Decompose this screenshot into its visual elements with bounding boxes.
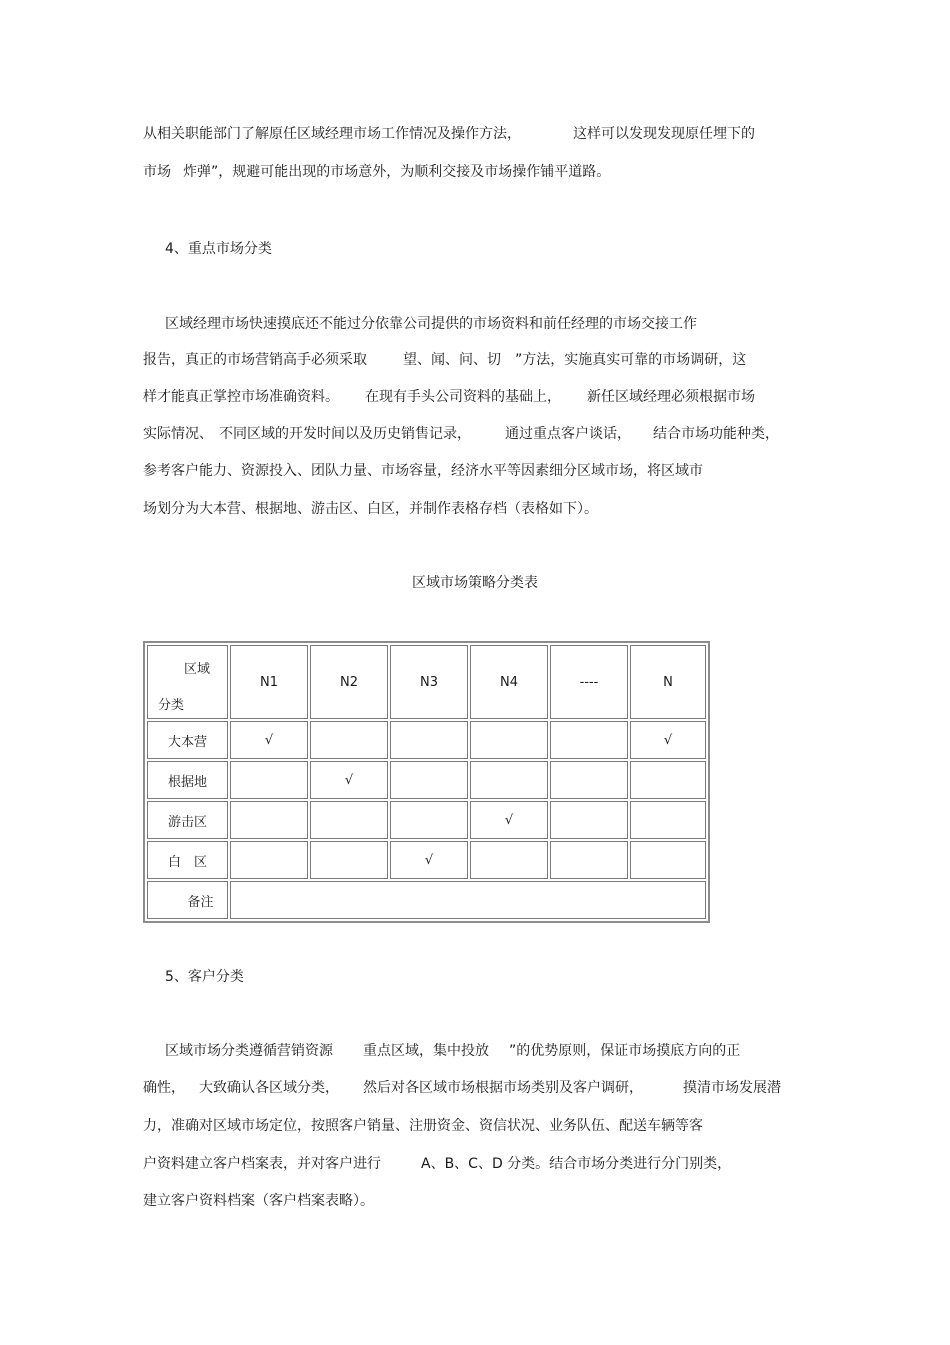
corner-top-label: 区域: [184, 662, 211, 677]
table-cell: [390, 721, 468, 759]
paragraph-2-line-4: [143, 424, 779, 444]
text-segment: 市场: [143, 164, 171, 180]
table-cell: [230, 761, 308, 799]
text-segment: ”的优势原则，保证市场摸底方向的正: [509, 1043, 741, 1059]
table-row: [147, 841, 706, 879]
text-segment: 实际情况、: [143, 426, 213, 442]
paragraph-1-line-1: [143, 124, 755, 144]
table-cell: [470, 841, 548, 879]
text-segment: 炸弹: [183, 164, 211, 180]
text-segment: 确性，: [143, 1080, 185, 1096]
text-segment: ”方法，实施真实可靠的市场调研，这: [515, 352, 747, 368]
text-segment: ”，规避可能出现的市场意外，为顺利交接及市场操作铺平道路。: [211, 164, 611, 180]
text-segment: 摸清市场发展潜: [683, 1080, 781, 1096]
table-cell: [230, 841, 308, 879]
table-cell: √: [390, 841, 468, 879]
section-heading-4: 4、重点市场分类: [165, 241, 272, 257]
market-classification-table: [143, 641, 710, 923]
table-cell: [470, 761, 548, 799]
text-segment: A、B、C、D 分类。结合市场分类进行分门别类，: [421, 1156, 732, 1172]
text-segment: 这样可以发现发现原任埋下的: [573, 126, 755, 142]
text-segment: 区域市场分类遵循营销资源: [165, 1043, 333, 1059]
table-cell: [310, 721, 388, 759]
table-row: [147, 761, 706, 799]
text-segment: 然后对各区域市场根据市场类别及客户调研，: [363, 1080, 643, 1096]
text-segment: 重点区域，集中投放: [363, 1043, 489, 1059]
remark-cell: [230, 881, 706, 919]
table-row: [147, 801, 706, 839]
row-label: 白 区: [147, 841, 228, 879]
paragraph-3-line-5: 建立客户资料档案（客户档案表略）。: [143, 1193, 374, 1209]
paragraph-1-line-2: [143, 162, 610, 182]
table-cell: √: [470, 801, 548, 839]
corner-bottom-label: 分类: [158, 698, 185, 713]
text-segment: 不同区域的开发时间以及历史销售记录，: [219, 426, 471, 442]
remark-label: 备注: [147, 881, 228, 919]
text-segment: 通过重点客户谈话，: [505, 426, 631, 442]
paragraph-2-line-2: [143, 350, 746, 370]
column-header: N1: [230, 645, 308, 719]
table-cell: [630, 761, 706, 799]
text-segment: 在现有手头公司资料的基础上，: [365, 389, 561, 405]
paragraph-3-line-1: [165, 1041, 740, 1061]
table-cell: [230, 801, 308, 839]
table-corner-cell: [147, 645, 228, 719]
table-caption: 区域市场策略分类表: [412, 575, 538, 591]
table-cell: [550, 841, 628, 879]
table-cell: [390, 801, 468, 839]
column-header: N: [630, 645, 706, 719]
table-cell: [470, 721, 548, 759]
paragraph-2-line-6: 场划分为大本营、根据地、游击区、白区，并制作表格存档（表格如下）。: [143, 501, 598, 517]
text-segment: 报告，真正的市场营销高手必须采取: [143, 352, 367, 368]
paragraph-2-line-5: 参考客户能力、资源投入、团队力量、市场容量，经济水平等因素细分区域市场，将区域市: [143, 463, 703, 479]
table-cell: [550, 801, 628, 839]
text-segment: 望、闻、问、切: [403, 352, 501, 368]
row-label: 游击区: [147, 801, 228, 839]
column-header: N3: [390, 645, 468, 719]
table-cell: [630, 841, 706, 879]
table-header-row: [147, 645, 706, 719]
text-segment: 新任区域经理必须根据市场: [587, 389, 755, 405]
column-header: N2: [310, 645, 388, 719]
table-cell: √: [630, 721, 706, 759]
table-cell: √: [310, 761, 388, 799]
text-segment: 结合市场功能种类，: [653, 426, 779, 442]
paragraph-2-line-1: 区域经理市场快速摸底还不能过分依靠公司提供的市场资料和前任经理的市场交接工作: [165, 316, 697, 332]
table-cell: [550, 761, 628, 799]
table-cell: [550, 721, 628, 759]
paragraph-3-line-3: 力，准确对区域市场定位，按照客户销量、注册资金、资信状况、业务队伍、配送车辆等客: [143, 1118, 703, 1134]
table-cell: [310, 841, 388, 879]
table-cell: [390, 761, 468, 799]
table-cell: [630, 801, 706, 839]
table-row: [147, 721, 706, 759]
row-label: 大本营: [147, 721, 228, 759]
table-cell: √: [230, 721, 308, 759]
paragraph-3-line-2: [143, 1078, 781, 1098]
row-label: 根据地: [147, 761, 228, 799]
paragraph-3-line-4: [143, 1154, 731, 1174]
column-header: ----: [550, 645, 628, 719]
table-remark-row: [147, 881, 706, 919]
column-header: N4: [470, 645, 548, 719]
table-cell: [310, 801, 388, 839]
text-segment: 从相关职能部门了解原任区域经理市场工作情况及操作方法，: [143, 126, 521, 142]
text-segment: 大致确认各区域分类，: [199, 1080, 339, 1096]
text-segment: 样才能真正掌控市场准确资料。: [143, 389, 339, 405]
section-heading-5: 5、客户分类: [165, 969, 244, 985]
text-segment: 户资料建立客户档案表，并对客户进行: [143, 1156, 381, 1172]
paragraph-2-line-3: [143, 387, 755, 407]
